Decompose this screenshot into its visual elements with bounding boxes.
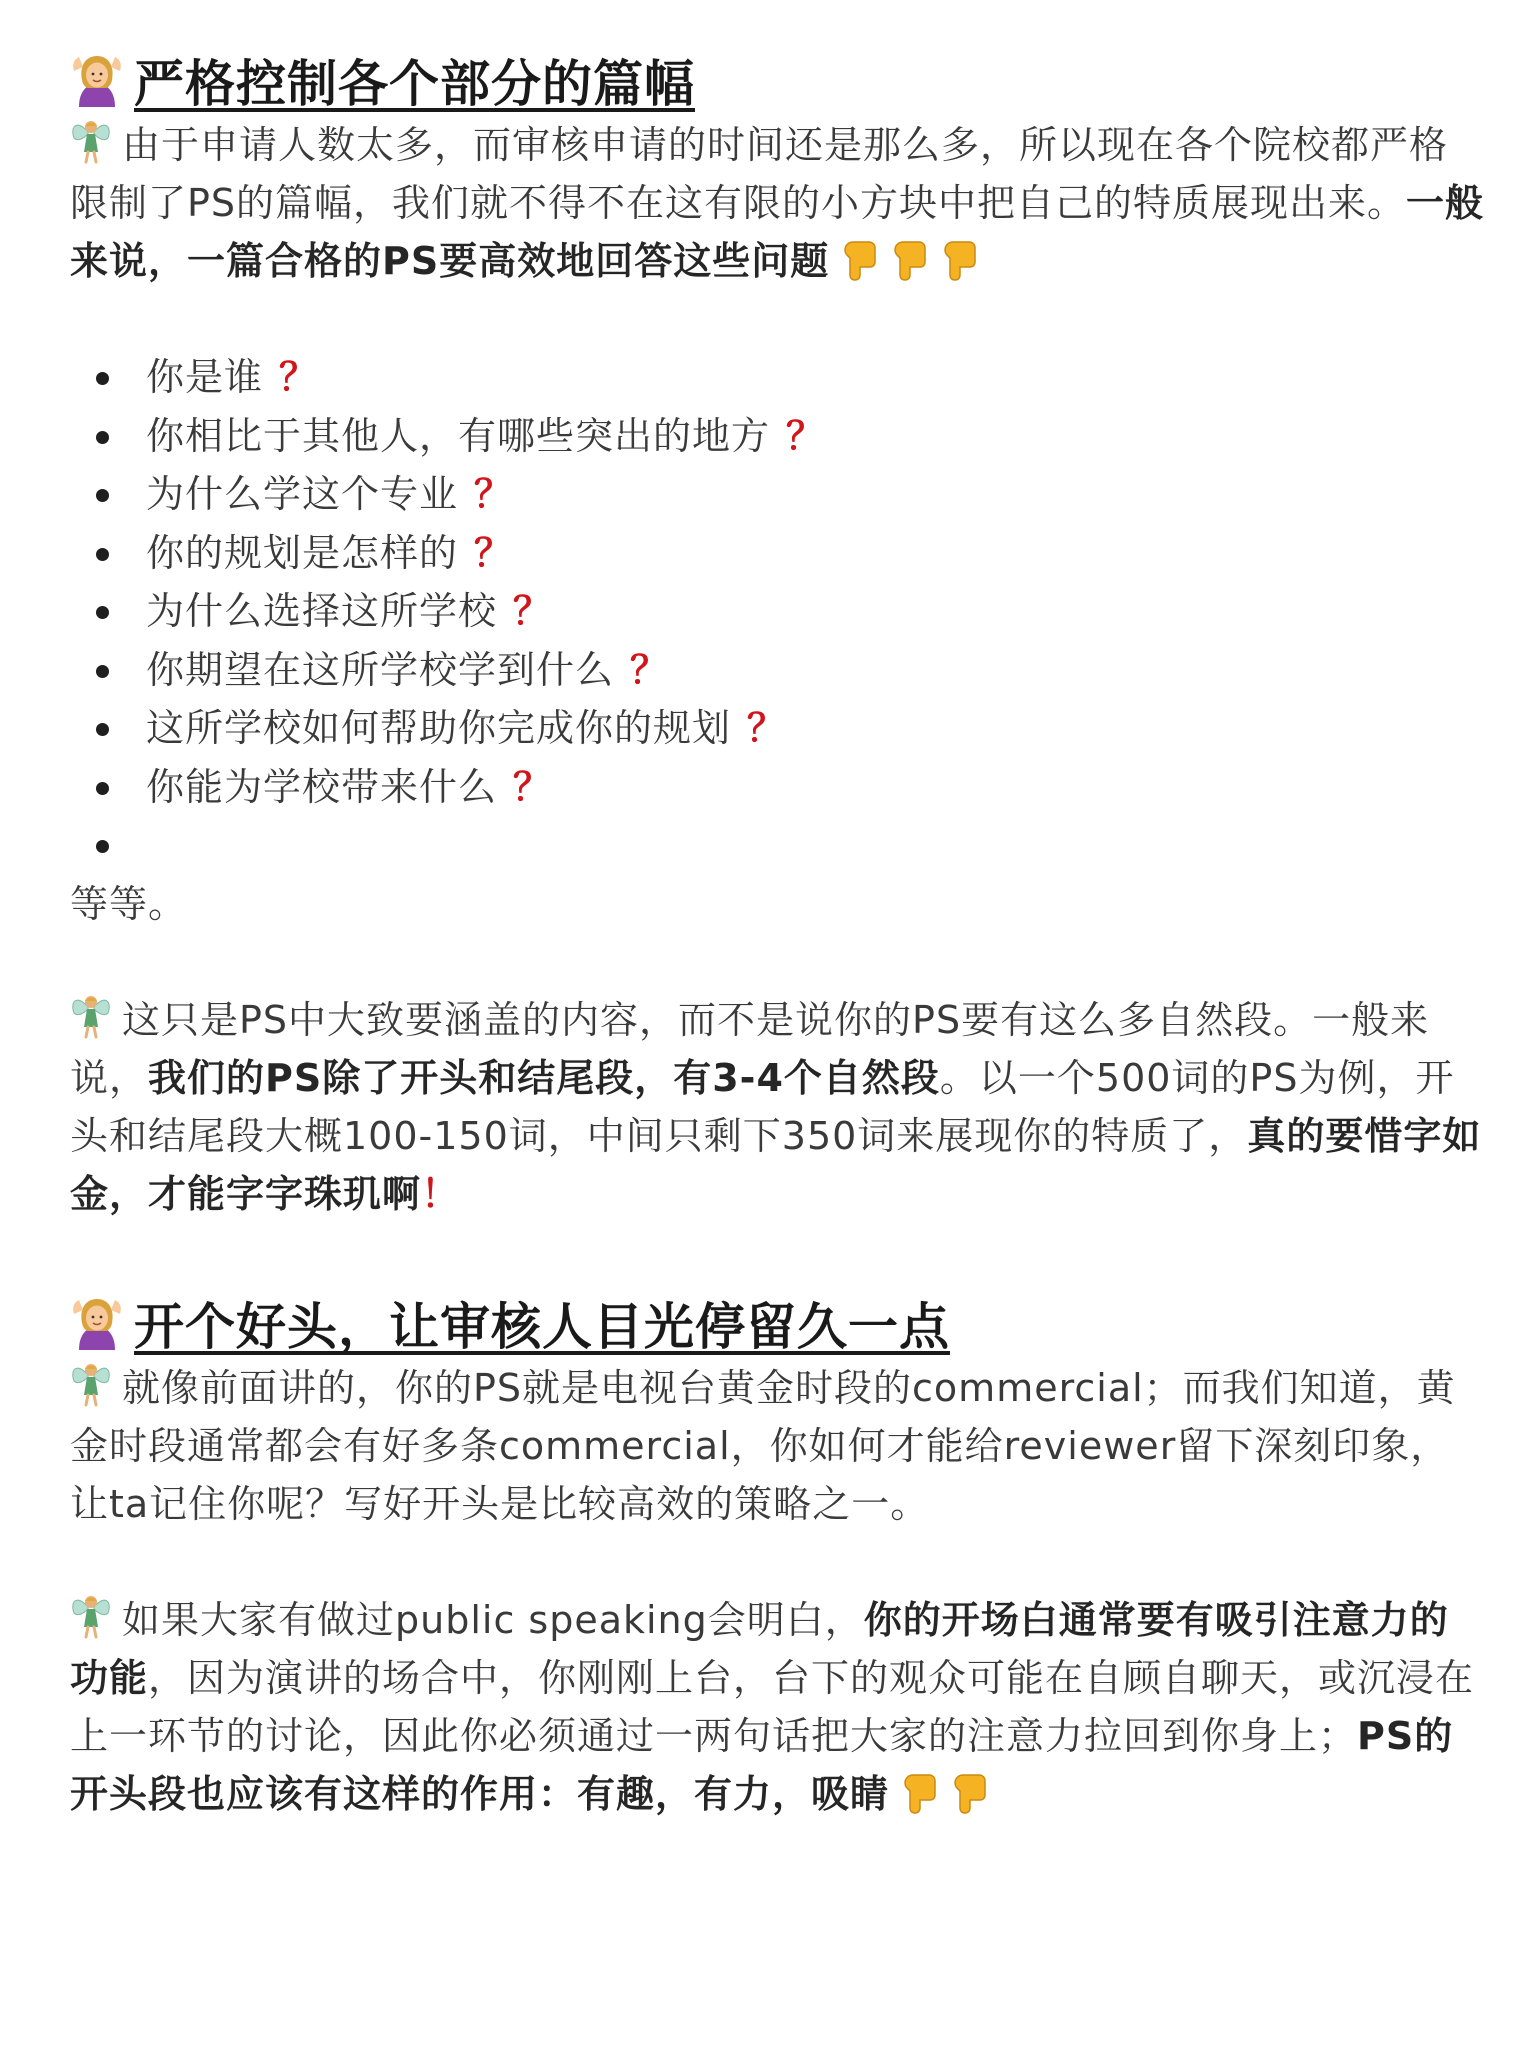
- section-title: 严格控制各个部分的篇幅: [134, 55, 695, 113]
- etc-text: 等等。: [70, 881, 188, 926]
- woman-gesturing-icon: [70, 1296, 124, 1350]
- point-down-icon: [841, 236, 879, 282]
- point-down-icon: [941, 236, 979, 282]
- intro-paragraph: 由于申请人数太多，而审核申请的时间还是那么多，所以现在各个院校都严格限制了PS的篇幅，我们就不得不在这有限的小方块中把自己的特质展现出来。一般来说，一篇合格的PS要高效地回答这些问题: [70, 116, 1486, 290]
- list-item-empty: [70, 816, 1486, 875]
- question-mark-icon: ？: [747, 706, 787, 750]
- question-mark-icon: ？: [786, 413, 826, 458]
- question-list: [70, 348, 1486, 875]
- spacer: [70, 1223, 1486, 1287]
- point-down-icon: [901, 1769, 939, 1815]
- question-mark-icon: ？: [279, 355, 319, 399]
- bullet-dot: [96, 665, 109, 678]
- exclamation-icon: ！: [421, 1171, 461, 1216]
- fairy-icon: [70, 1593, 112, 1639]
- section-title: 开个好头，让审核人目光停留久一点: [134, 1297, 950, 1356]
- list-item: 你能为学校带来什么 ？: [70, 758, 1486, 817]
- section-heading-length: [70, 44, 1486, 116]
- list-item: 你相比于其他人，有哪些突出的地方 ？: [70, 407, 1486, 466]
- bullet-dot: [96, 489, 109, 502]
- commercial-paragraph: 就像前面讲的，你的PS就是电视台黄金时段的commercial；而我们知道，黄金时段通常都会有好多条commercial，你如何才能给reviewer留下深刻印象，让ta记住你呢？写好开头是比较高效的策略之一。: [70, 1359, 1486, 1533]
- list-item: 这所学校如何帮助你完成你的规划 ？: [70, 699, 1486, 758]
- public-speaking-paragraph: 如果大家有做过public speaking会明白，你的开场白通常要有吸引注意力的功能，因为演讲的场合中，你刚刚上台，台下的观众可能在自顾自聊天，或沉浸在上一环节的讨论，因此你必须通过一两句话把大家的注意力拉回到你身上；PS的开头段也应该有这样的作用：有趣，有力，吸睛: [70, 1591, 1486, 1823]
- point-down-icon: [891, 236, 929, 282]
- structure-paragraph: 这只是PS中大致要涵盖的内容，而不是说你的PS要有这么多自然段。一般来说，我们的PS除了开头和结尾段，有3-4个自然段。以一个500词的PS为例，开头和结尾段大概100-150词，中间只剩下350词来展现你的特质了，真的要惜字如金，才能字字珠玑啊！: [70, 991, 1486, 1223]
- spacer: [70, 1533, 1486, 1591]
- list-item: 为什么学这个专业 ？: [70, 465, 1486, 524]
- spacer: [70, 933, 1486, 991]
- woman-gesturing-icon: [70, 53, 124, 107]
- bullet-dot: [96, 840, 109, 853]
- list-item: 为什么选择这所学校 ？: [70, 582, 1486, 641]
- point-down-icon: [951, 1769, 989, 1815]
- question-mark-icon: ？: [513, 589, 553, 633]
- fairy-icon: [70, 1361, 112, 1407]
- bullet-dot: [96, 548, 109, 561]
- bullet-dot: [96, 723, 109, 736]
- list-item: 你的规划是怎样的 ？: [70, 524, 1486, 583]
- question-mark-icon: ？: [474, 530, 514, 575]
- bullet-dot: [96, 782, 109, 795]
- fairy-icon: [70, 118, 112, 164]
- bullet-dot: [96, 431, 109, 444]
- question-mark-icon: ？: [630, 647, 670, 692]
- spacer: [70, 290, 1486, 348]
- list-item: 你期望在这所学校学到什么 ？: [70, 641, 1486, 700]
- bullet-dot: [96, 372, 109, 385]
- list-item: 你是谁 ？: [70, 348, 1486, 407]
- question-mark-icon: ？: [513, 764, 553, 809]
- question-mark-icon: ？: [474, 472, 514, 516]
- bullet-dot: [96, 606, 109, 619]
- section-heading-opening: [70, 1287, 1486, 1359]
- fairy-icon: [70, 993, 112, 1039]
